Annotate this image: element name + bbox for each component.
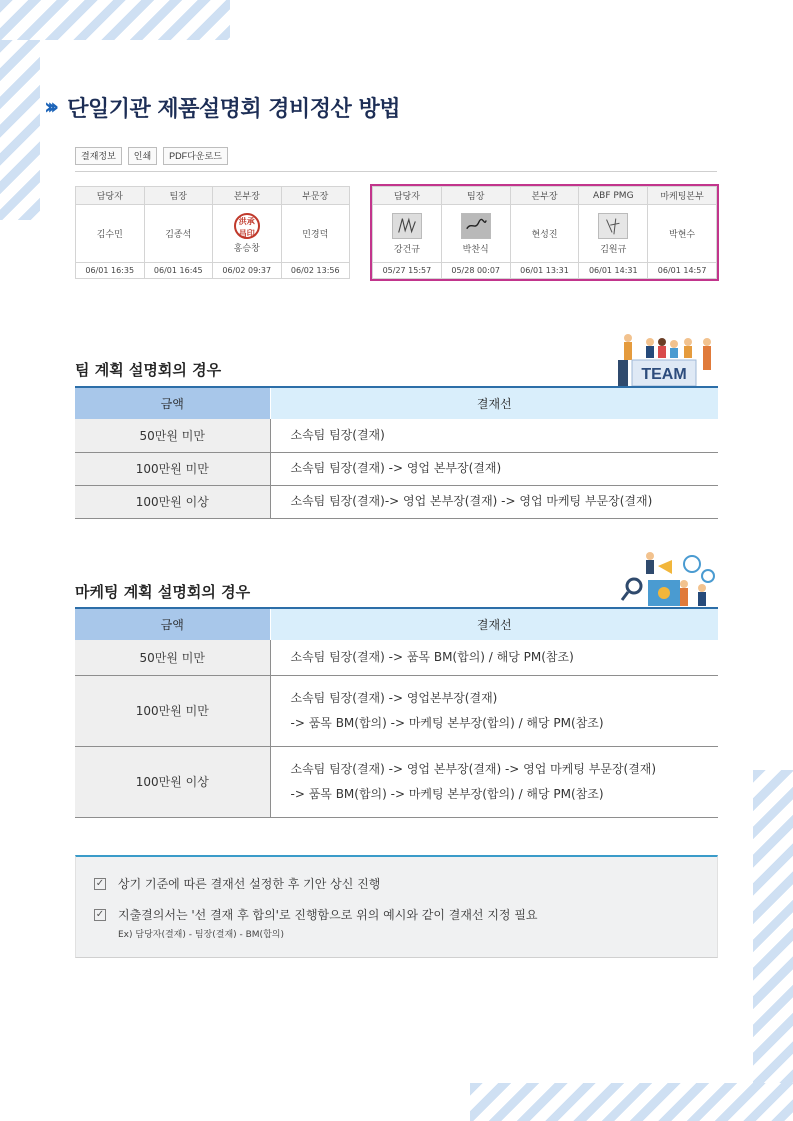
approver-name: 현성진 [531, 230, 558, 240]
team-approval-table [75, 386, 718, 519]
decorative-stripes-bottom [470, 1083, 793, 1121]
table-row [75, 640, 718, 675]
approval-date: 05/28 00:07 [441, 263, 510, 279]
approval-date: 06/02 09:37 [213, 263, 282, 279]
note-box [75, 855, 718, 958]
approval-header: 팀장 [144, 187, 213, 205]
approver-name: 박찬식 [462, 244, 489, 255]
approval-header: ABF PMG [579, 187, 648, 205]
decorative-stripes-right [753, 770, 793, 1121]
team-section-title: 팀 계획 설명회의 경우 [75, 361, 222, 379]
approval-date: 06/01 16:45 [144, 263, 213, 279]
approval-line-cell: 소속팀 팀장(결재)-> 영업 본부장(결재) -> 영업 마케팅 부문장(결재) [270, 485, 718, 518]
team-illustration [612, 330, 722, 388]
team-sign-label: TEAM [641, 366, 687, 383]
approval-info-button[interactable]: 결재정보 [75, 147, 122, 165]
approver-name: 강건규 [393, 244, 420, 255]
approval-header: 담당자 [76, 187, 145, 205]
amount-cell: 100만원 이상 [75, 485, 270, 518]
approval-line-text: 소속팀 팀장(결재) -> 영업 본부장(결재) -> 영업 마케팅 부문장(결재) [290, 761, 657, 776]
approver-name: 김원규 [600, 244, 627, 255]
toolbar-divider [75, 171, 717, 172]
marketing-section-title: 마케팅 계획 설명회의 경우 [75, 583, 251, 601]
approval-line-text: 소속팀 팀장(결재) -> 영업본부장(결재) [290, 690, 498, 705]
approver-name: 김수민 [96, 230, 123, 240]
approver-name: 박현수 [669, 230, 696, 240]
approval-line-cell: 소속팀 팀장(결재) -> 영업 본부장(결재) [270, 452, 718, 485]
approver-cell [144, 205, 213, 263]
highlight-border [370, 184, 719, 281]
amount-cell: 50만원 미만 [75, 419, 270, 452]
table-row [75, 485, 718, 518]
approval-line-cell [270, 640, 718, 675]
chevron-double-right-icon: ››› [44, 95, 54, 120]
amount-cell: 50만원 미만 [75, 640, 270, 675]
column-header-amount: 금액 [75, 387, 270, 419]
note-example: Ex) 담당자(결재) - 팀장(결재) - BM(합의) [118, 930, 284, 940]
note-item [94, 906, 717, 923]
approval-line-text: -> 품목 BM(합의) -> 마케팅 본부장(합의) / 해당 PM(참조) [290, 715, 604, 730]
approval-header: 담당자 [373, 187, 442, 205]
toolbar [75, 147, 228, 165]
approval-header: 마케팅본부 [648, 187, 717, 205]
approval-date: 06/01 13:31 [510, 263, 579, 279]
approval-table-left [75, 186, 350, 279]
approver-cell [213, 205, 282, 263]
amount-cell: 100만원 이상 [75, 746, 270, 817]
approval-header: 본부장 [213, 187, 282, 205]
approval-header: 팀장 [441, 187, 510, 205]
approval-header: 본부장 [510, 187, 579, 205]
approval-line-text: 소속팀 팀장(결재) -> 품목 BM(합의) / 해당 PM(참조) [290, 649, 574, 664]
print-button[interactable]: 인쇄 [128, 147, 157, 165]
amount-cell: 100만원 미만 [75, 452, 270, 485]
approver-name: 김종석 [165, 230, 192, 240]
note-text: 지출결의서는 '선 결재 후 합의'로 진행함으로 위의 예시와 같이 결재선 지정 필요 [118, 908, 538, 922]
page-title: 단일기관 제품설명회 경비정산 방법 [67, 97, 400, 122]
checkbox-icon: ✓ [95, 908, 105, 920]
approval-date: 06/01 14:57 [648, 263, 717, 279]
note-text: 상기 기준에 따른 결재선 설정한 후 기안 상신 진행 [118, 877, 381, 891]
approver-name: 홍승창 [233, 244, 260, 254]
table-row [75, 746, 718, 817]
approver-name: 민경덕 [302, 230, 329, 240]
seal-stamp-icon: 洪承 昌印 [234, 213, 260, 239]
pdf-download-button[interactable]: PDF다운로드 [163, 147, 228, 165]
checkbox-icon: ✓ [95, 877, 105, 889]
column-header-amount: 금액 [75, 608, 270, 640]
table-row [75, 419, 718, 452]
amount-cell: 100만원 미만 [75, 675, 270, 746]
column-header-approval-line: 결재선 [270, 608, 718, 640]
approver-cell [281, 205, 350, 263]
decorative-stripes-top [0, 0, 230, 40]
table-row [75, 452, 718, 485]
decorative-stripes-left [0, 40, 40, 220]
note-item [94, 875, 717, 892]
approval-date: 06/01 14:31 [579, 263, 648, 279]
approver-cell [76, 205, 145, 263]
approval-line-cell [270, 675, 718, 746]
approval-line-text: -> 품목 BM(합의) -> 마케팅 본부장(합의) / 해당 PM(참조) [290, 786, 604, 801]
approval-line-cell [270, 746, 718, 817]
approval-date: 06/01 16:35 [76, 263, 145, 279]
marketing-illustration [614, 550, 718, 608]
approval-date: 06/02 13:56 [281, 263, 350, 279]
marketing-approval-table [75, 607, 718, 818]
title-block [44, 92, 400, 123]
approval-line-cell: 소속팀 팀장(결재) [270, 419, 718, 452]
table-row [75, 675, 718, 746]
column-header-approval-line: 결재선 [270, 387, 718, 419]
approval-date: 05/27 15:57 [373, 263, 442, 279]
approval-header: 부문장 [281, 187, 350, 205]
